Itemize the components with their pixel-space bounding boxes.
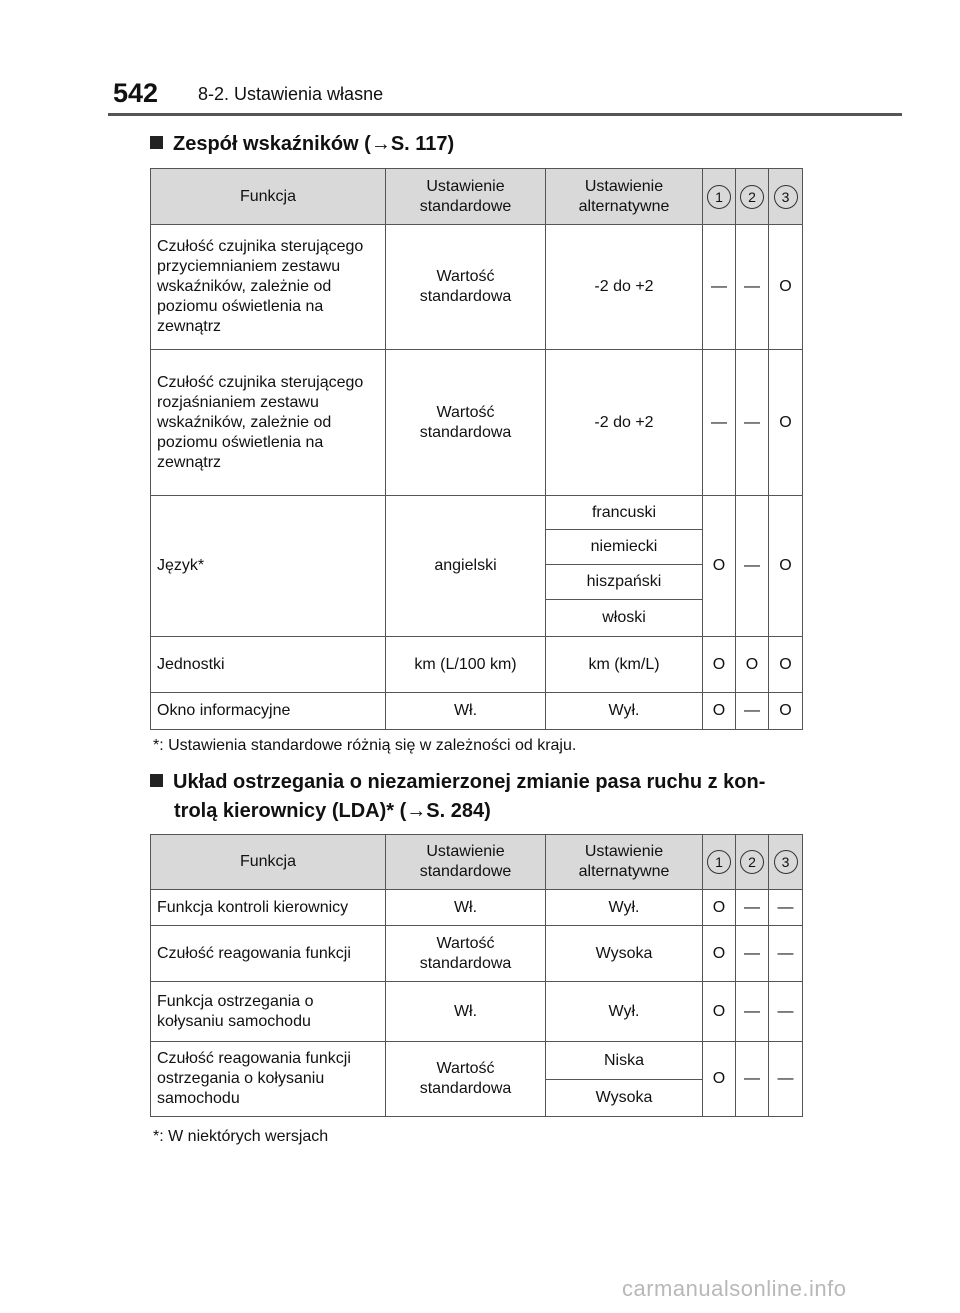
col-header-alternative: Ustawienie alternatywne bbox=[546, 835, 703, 890]
cell-alternative: niemiecki bbox=[546, 530, 703, 565]
cell-default: Wartość standardowa bbox=[386, 926, 546, 982]
cell-default: Wł. bbox=[386, 693, 546, 730]
cell-default: km (L/100 km) bbox=[386, 637, 546, 693]
cell-mark-1: O bbox=[703, 496, 736, 637]
cell-mark-1: O bbox=[703, 1042, 736, 1117]
cell-mark-3: — bbox=[769, 890, 803, 926]
cell-default: Wartość standardowa bbox=[386, 350, 546, 496]
cell-mark-2: O bbox=[736, 637, 769, 693]
table-header-row bbox=[151, 169, 803, 225]
section-title: 8-2. Ustawienia własne bbox=[198, 84, 384, 104]
section2-footnote: *: W niektórych wersjach bbox=[153, 1128, 329, 1145]
col-header-2: 2 bbox=[736, 835, 769, 890]
cell-alternative: Wył. bbox=[546, 982, 703, 1042]
cell-mark-2: — bbox=[736, 496, 769, 637]
cell-alternative: -2 do +2 bbox=[546, 225, 703, 350]
cell-mark-3: — bbox=[769, 982, 803, 1042]
cell-default: Wartość standardowa bbox=[386, 225, 546, 350]
cell-mark-2: — bbox=[736, 926, 769, 982]
table-row bbox=[151, 350, 803, 496]
header-rule bbox=[108, 113, 902, 116]
cell-mark-2: — bbox=[736, 225, 769, 350]
cell-alternative: -2 do +2 bbox=[546, 350, 703, 496]
cell-mark-3: O bbox=[769, 225, 803, 350]
table-header-row bbox=[151, 835, 803, 890]
table-row bbox=[151, 1042, 803, 1080]
cell-mark-1: O bbox=[703, 982, 736, 1042]
square-bullet-icon bbox=[150, 774, 163, 787]
cell-mark-3: — bbox=[769, 1042, 803, 1117]
cell-mark-3: — bbox=[769, 926, 803, 982]
cell-mark-3: O bbox=[769, 496, 803, 637]
cell-default: Wł. bbox=[386, 890, 546, 926]
section2-title-line2: trolą kierownicy (LDA)* (→S. 284) bbox=[174, 800, 491, 822]
cell-mark-2: — bbox=[736, 1042, 769, 1117]
section1-title: Zespół wskaźników (→S. 117) bbox=[173, 133, 455, 155]
cell-mark-3: O bbox=[769, 350, 803, 496]
cell-mark-2: — bbox=[736, 693, 769, 730]
cell-function: Jednostki bbox=[151, 637, 386, 693]
section2-heading bbox=[150, 768, 765, 826]
col-header-function: Funkcja bbox=[151, 835, 386, 890]
cell-function: Funkcja ostrzegania o kołysaniu samochodu bbox=[151, 982, 386, 1042]
col-header-1: 1 bbox=[703, 169, 736, 225]
cell-alternative: włoski bbox=[546, 600, 703, 637]
table-row bbox=[151, 225, 803, 350]
cell-mark-1: O bbox=[703, 637, 736, 693]
cell-function: Okno informacyjne bbox=[151, 693, 386, 730]
cell-mark-1: O bbox=[703, 693, 736, 730]
cell-alternative: Wysoka bbox=[546, 1080, 703, 1117]
cell-mark-3: O bbox=[769, 637, 803, 693]
cell-mark-2: — bbox=[736, 982, 769, 1042]
page-header bbox=[0, 0, 960, 118]
cell-alternative: francuski bbox=[546, 496, 703, 530]
cell-function: Język* bbox=[151, 496, 386, 637]
col-header-alternative: Ustawienie alternatywne bbox=[546, 169, 703, 225]
section2-title-line1: Układ ostrzegania o niezamierzonej zmianie pasa ruchu z kon- bbox=[173, 771, 766, 793]
cluster-settings-table bbox=[150, 168, 803, 730]
table-row bbox=[151, 926, 803, 982]
cell-alternative: Wył. bbox=[546, 890, 703, 926]
cell-mark-3: O bbox=[769, 693, 803, 730]
square-bullet-icon bbox=[150, 136, 163, 149]
cell-default: angielski bbox=[386, 496, 546, 637]
cell-mark-1: — bbox=[703, 350, 736, 496]
section1-heading bbox=[150, 130, 454, 159]
cell-alternative: Niska bbox=[546, 1042, 703, 1080]
col-header-function: Funkcja bbox=[151, 169, 386, 225]
cell-alternative: Wył. bbox=[546, 693, 703, 730]
lda-settings-table bbox=[150, 834, 803, 1117]
page-number: 542 bbox=[113, 78, 159, 108]
cell-mark-1: — bbox=[703, 225, 736, 350]
table-row bbox=[151, 496, 803, 530]
cell-alternative: Wysoka bbox=[546, 926, 703, 982]
table-row bbox=[151, 637, 803, 693]
watermark: carmanualsonline.info bbox=[622, 1276, 847, 1301]
col-header-3: 3 bbox=[769, 169, 803, 225]
cell-default: Wartość standardowa bbox=[386, 1042, 546, 1117]
cell-mark-1: O bbox=[703, 926, 736, 982]
cell-function: Czułość reagowania funkcji ostrzegania o kołysaniu samochodu bbox=[151, 1042, 386, 1117]
col-header-default: Ustawienie standardowe bbox=[386, 169, 546, 225]
col-header-3: 3 bbox=[769, 835, 803, 890]
table-row bbox=[151, 982, 803, 1042]
table-row bbox=[151, 693, 803, 730]
cell-function: Czułość czujnika sterującego rozjaśnianiem zestawu wskaźników, zależnie od poziomu oświetlenia na zewnątrz bbox=[151, 350, 386, 496]
cell-function: Funkcja kontroli kierownicy bbox=[151, 890, 386, 926]
table-row bbox=[151, 890, 803, 926]
col-header-2: 2 bbox=[736, 169, 769, 225]
cell-function: Czułość reagowania funkcji bbox=[151, 926, 386, 982]
cell-mark-1: O bbox=[703, 890, 736, 926]
cell-function: Czułość czujnika sterującego przyciemnianiem zestawu wskaźników, zależnie od poziomu oświetlenia na zewnątrz bbox=[151, 225, 386, 350]
col-header-1: 1 bbox=[703, 835, 736, 890]
cell-mark-2: — bbox=[736, 350, 769, 496]
cell-mark-2: — bbox=[736, 890, 769, 926]
cell-default: Wł. bbox=[386, 982, 546, 1042]
col-header-default: Ustawienie standardowe bbox=[386, 835, 546, 890]
section1-footnote: *: Ustawienia standardowe różnią się w zależności od kraju. bbox=[153, 737, 577, 754]
cell-alternative: km (km/L) bbox=[546, 637, 703, 693]
cell-alternative: hiszpański bbox=[546, 565, 703, 600]
